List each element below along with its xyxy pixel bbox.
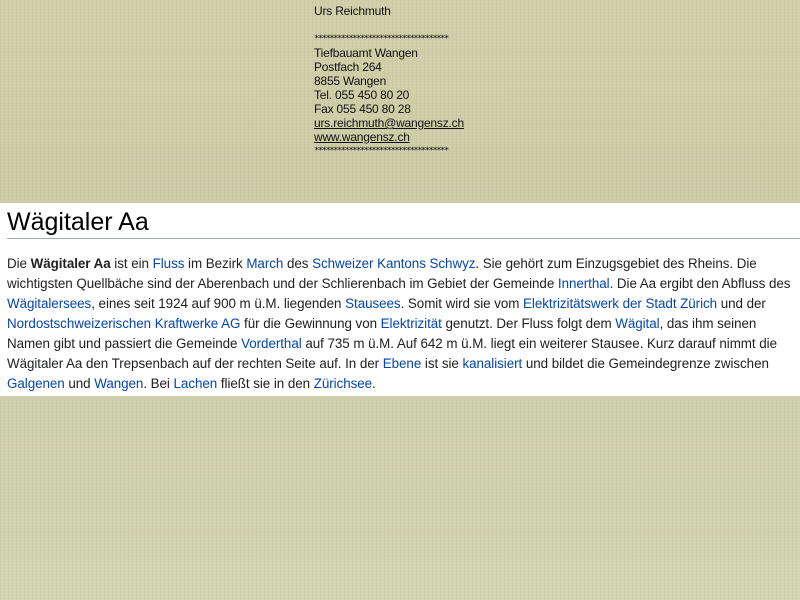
wiki-link[interactable]: Elektrizitätswerk der Stadt Zürich <box>523 296 718 311</box>
wiki-link[interactable]: Lachen <box>173 376 218 391</box>
paragraph-text: . Sie gehört zum Einzugsgebiet des Rheins. Die wichtigsten Quellbäche sind der Aberenbach und der Schlierenbach im Gebiet der Gemeinde <box>7 256 757 291</box>
email-signature <box>314 4 514 158</box>
signature-name: Urs Reichmuth <box>314 4 391 18</box>
article-title: Wägitaler Aa <box>7 208 149 236</box>
signature-website-link[interactable]: www.wangensz.ch <box>314 130 410 144</box>
wiki-link[interactable]: Innerthal <box>557 276 610 291</box>
paragraph-text: . Bei <box>143 376 174 391</box>
article-subject-bold: Wägitaler Aa <box>30 256 111 271</box>
article-paragraph <box>7 254 797 394</box>
wiki-link[interactable]: Galgenen <box>7 376 65 391</box>
wiki-link[interactable]: kanalisiert <box>462 356 523 371</box>
paragraph-text: ist sie <box>421 356 463 371</box>
title-divider <box>7 238 800 239</box>
wiki-link[interactable]: Zürichsee <box>313 376 373 391</box>
paragraph-text: und der <box>717 296 766 311</box>
wiki-link[interactable]: Nordostschweizerischen Kraftwerke AG <box>7 316 241 331</box>
wiki-link[interactable]: Wägitalersees <box>7 296 92 311</box>
paragraph-text: Die <box>7 256 31 271</box>
wiki-link[interactable]: Fluss <box>152 256 185 271</box>
paragraph-text: . Die Aa ergibt den Abfluss des <box>609 276 791 291</box>
wiki-link[interactable]: Vorderthal <box>241 336 302 351</box>
signature-organization: Tiefbauamt Wangen <box>314 46 418 60</box>
paragraph-text: auf 735 m ü.M. Auf 642 m ü.M. liegt ein weiterer Stausee. Kurz darauf nimmt die Wägitaler Aa den Trepsenbach auf der rechten Seite auf. In der <box>7 336 777 371</box>
signature-fax: Fax 055 450 80 28 <box>314 102 411 116</box>
article-panel <box>0 203 800 396</box>
wiki-link[interactable]: Stausees <box>345 296 401 311</box>
signature-phone: Tel. 055 450 80 20 <box>314 88 410 102</box>
paragraph-text: , das ihm seinen Namen gibt und passiert die Gemeinde <box>7 316 757 351</box>
wiki-link[interactable]: March <box>246 256 284 271</box>
signature-separator-bottom: *********************************** <box>314 146 448 156</box>
paragraph-text: , eines seit 1924 auf 900 m ü.M. liegenden <box>91 296 346 311</box>
paragraph-text: genutzt. Der Fluss folgt dem <box>441 316 616 331</box>
signature-postbox: Postfach 264 <box>314 60 382 74</box>
paragraph-text: fließt sie in den <box>217 376 314 391</box>
wiki-link[interactable]: Wangen <box>94 376 144 391</box>
paragraph-text: des <box>283 256 313 271</box>
wiki-link[interactable]: Ebene <box>382 356 422 371</box>
wiki-link[interactable]: Schweizer Kantons Schwyz <box>312 256 476 271</box>
paragraph-text: für die Gewinnung von <box>240 316 381 331</box>
paragraph-text: ist ein <box>110 256 153 271</box>
signature-spacer <box>314 18 514 32</box>
signature-city: 8855 Wangen <box>314 74 387 88</box>
paragraph-text: und bildet die Gemeindegrenze zwischen <box>522 356 769 371</box>
paragraph-text: und <box>64 376 95 391</box>
signature-email-link[interactable]: urs.reichmuth@wangensz.ch <box>314 116 464 130</box>
signature-separator-top: *********************************** <box>314 34 448 44</box>
paragraph-text: im Bezirk <box>184 256 247 271</box>
wiki-link[interactable]: Elektrizität <box>380 316 442 331</box>
paragraph-text: . Somit wird sie vom <box>400 296 524 311</box>
paragraph-text: . <box>372 376 376 391</box>
wiki-link[interactable]: Wägital <box>615 316 660 331</box>
